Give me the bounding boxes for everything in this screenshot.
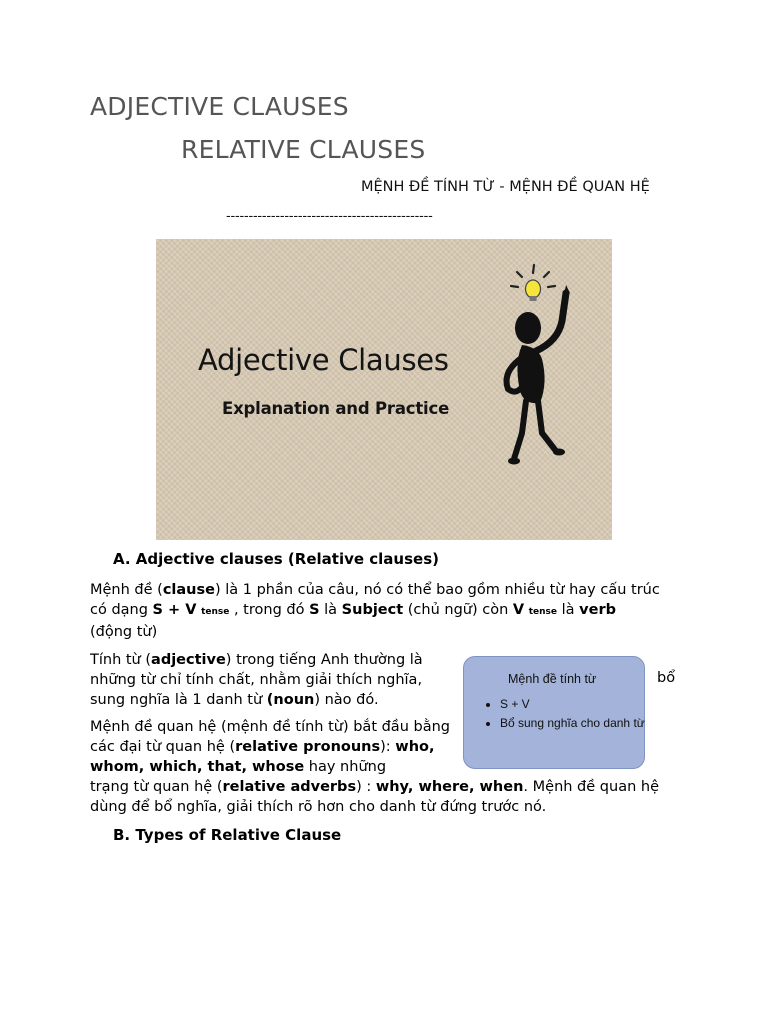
banner-image [156, 239, 612, 540]
callout-title: Mệnh đề tính từ [508, 672, 597, 686]
callout-list [478, 695, 650, 733]
section-a-heading: A. Adjective clauses (Relative clauses) [113, 550, 439, 568]
thinking-figure-icon [496, 263, 596, 473]
paragraph-relative-clause-part2: trạng từ quan hệ (relative adverbs) : why, where, when. Mệnh đề quan hệ dùng để bổ nghĩa, giải thích rõ hơn cho danh từ đứng trước nó. [90, 779, 659, 815]
separator-line: ---------------------------------------------- [226, 209, 433, 224]
section-b-heading: B. Types of Relative Clause [113, 826, 342, 844]
wrapped-word: bổ [657, 670, 676, 686]
paragraph-clause-definition: Mệnh đề (clause) là 1 phần của câu, nó có thể bao gồm nhiều từ hay cấu trúc có dạng S + V tense , trong đó S là Subject (chủ ngữ) còn V tense là verb (động từ) [90, 582, 660, 640]
paragraph-adjective-definition: Tính từ (adjective) trong tiếng Anh thường là những từ chỉ tính chất, nhằm giải thích nghĩa, sung nghĩa là 1 danh từ (noun) nào đó. [90, 652, 423, 708]
banner-subtitle: Explanation and Practice [222, 399, 450, 418]
callout-item: • Bổ sung nghĩa cho danh từ [500, 714, 650, 733]
document-title-line2: RELATIVE CLAUSES [181, 135, 426, 164]
document-title-line1: ADJECTIVE CLAUSES [90, 92, 349, 121]
callout-item: • S + V [500, 695, 650, 714]
vietnamese-subtitle: MỆNH ĐỀ TÍNH TỪ - MỆNH ĐỀ QUAN HỆ [361, 179, 650, 195]
summary-callout-box [463, 656, 645, 769]
paragraph-relative-clause-part1: Mệnh đề quan hệ (mệnh đề tính từ) bắt đầu bằng các đại từ quan hệ (relative pronouns): who, whom, which, that, whose hay những [90, 719, 450, 775]
banner-title: Adjective Clauses [198, 343, 449, 377]
